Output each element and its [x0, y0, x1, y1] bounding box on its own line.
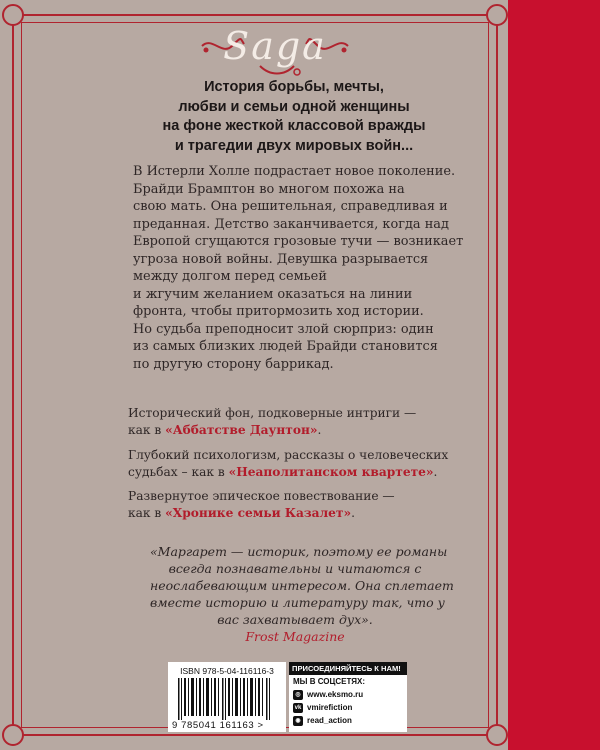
description-line: Но судьба преподносит злой сюрприз: один: [133, 321, 434, 337]
social-label: МЫ В СОЦСЕТЯХ:: [293, 677, 366, 686]
red-spine: [508, 0, 600, 750]
comparison-title: «Хронике семьи Казалет»: [165, 505, 352, 520]
logo-text: Saga: [223, 24, 327, 68]
isbn-text: ISBN 978-5-04-116116-3: [180, 666, 274, 676]
quote-line: неослабевающим интересом. Она сплетает: [150, 578, 454, 593]
tagline-line: История борьбы, мечты,: [204, 79, 384, 95]
comparison-prefix: как в: [128, 505, 166, 520]
description-line: между долгом перед семьей: [133, 269, 327, 284]
comparison-block: [128, 488, 438, 521]
corner-ornament: [486, 724, 508, 746]
tagline: [148, 78, 440, 156]
barcode: [168, 662, 286, 732]
barcode-bars: [178, 678, 276, 720]
comparison-line: [128, 464, 438, 481]
review-quote: [150, 543, 454, 645]
quote-line: вместе историю и литературу так, что у: [150, 595, 445, 610]
comparison-prefix: судьбах – как в: [128, 464, 229, 479]
description-line: из самых близких людей Брайди становится: [133, 339, 438, 354]
social-link-text: vmirefiction: [307, 703, 353, 712]
social-box: [289, 662, 407, 732]
description-line: Европой сгущаются грозовые тучи — возникает: [133, 234, 464, 249]
description-line: В Истерли Холле подрастает новое поколение.: [133, 164, 456, 179]
vk-icon: vk: [294, 704, 302, 711]
tagline-line: на фоне жесткой классовой вражды: [162, 118, 426, 134]
description-line: преданная. Детство заканчивается, когда над: [133, 216, 449, 232]
description-line: по другую сторону баррикад.: [133, 356, 334, 372]
comparison-line: [128, 422, 438, 439]
quote-source: Frost Magazine: [245, 629, 345, 644]
globe-icon: ◎: [293, 690, 303, 700]
comparison-line: Развернутое эпическое повествование —: [128, 489, 395, 503]
comparison-line: Глубокий психологизм, рассказы о человеческих: [128, 448, 449, 462]
corner-ornament: [2, 724, 24, 746]
comparison-title: «Неаполитанском квартете»: [228, 464, 434, 479]
description-line: Брайди Брамптон во многом похожа на: [133, 181, 405, 197]
description-line: и жгучим желанием оказаться на линии: [133, 286, 413, 302]
barcode-number: 9 785041 161163 >: [172, 720, 264, 731]
social-link-text: read_action: [307, 716, 352, 725]
social-link[interactable]: [289, 714, 407, 727]
comparison-title: «Аббатстве Даунтон»: [165, 422, 318, 437]
description-line: фронта, чтобы притормозить ход истории.: [133, 304, 424, 319]
social-link[interactable]: [289, 701, 407, 714]
comparison-suffix: .: [351, 505, 355, 520]
tagline-line: и трагедии двух мировых войн...: [174, 137, 414, 154]
quote-line: всегда познавательны и читаются с: [168, 561, 422, 576]
comparison-block: [128, 405, 438, 438]
comparison-block: [128, 447, 449, 480]
tagline-line: любви и семьи одной женщины: [178, 98, 410, 115]
social-link[interactable]: [289, 688, 407, 701]
social-link-text: www.eksmo.ru: [307, 690, 364, 699]
saga-logo: [200, 20, 350, 80]
quote-line: «Маргарет — историк, поэтому ее романы: [150, 544, 448, 559]
comparison-line: [128, 505, 438, 522]
description-line: угроза новой войны. Девушка разрывается: [133, 251, 429, 267]
description: [133, 163, 464, 373]
instagram-icon: ◉: [293, 716, 303, 726]
comparison-line: Исторический фон, подковерные интриги —: [128, 406, 417, 420]
comparison-suffix: .: [433, 464, 438, 479]
corner-ornament: [486, 4, 508, 26]
social-join-heading: ПРИСОЕДИНЯЙТЕСЬ К НАМ!: [289, 662, 407, 675]
corner-ornament: [2, 4, 24, 26]
description-line: свою мать. Она решительная, справедливая и: [133, 199, 448, 214]
comparison-prefix: как в: [128, 422, 166, 437]
comparison-suffix: .: [317, 422, 322, 437]
quote-line: вас захватывает дух».: [217, 612, 373, 627]
